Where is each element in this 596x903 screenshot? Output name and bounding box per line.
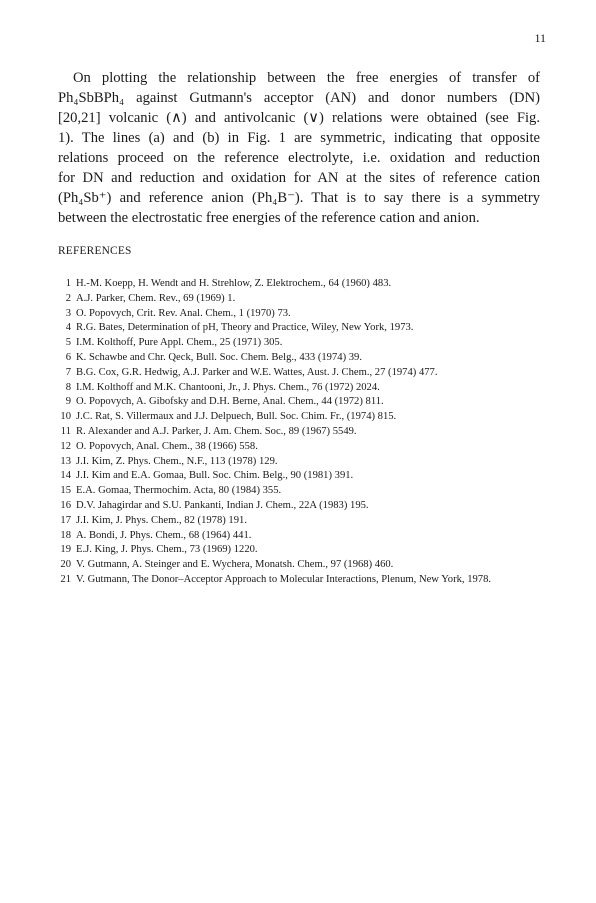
reference-number: 6 — [65, 351, 71, 363]
reference-item — [58, 455, 542, 470]
paragraph-line: [20,21] volcanic (∧) and antivolcanic (∨) relations were obtained (see Fig. — [58, 110, 540, 126]
reference-number: 17 — [60, 514, 71, 526]
reference-number: 11 — [60, 425, 71, 437]
reference-text: R. Alexander and A.J. Parker, J. Am. Chem. Soc., 89 (1967) 5549. — [76, 425, 357, 437]
reference-text: R.G. Bates, Determination of pH, Theory and Practice, Wiley, New York, 1973. — [76, 322, 414, 334]
reference-item — [58, 543, 542, 558]
reference-text: E.A. Gomaa, Thermochim. Acta, 80 (1984) 355. — [76, 485, 282, 497]
reference-item — [58, 440, 542, 455]
reference-text: K. Schawbe and Chr. Qeck, Bull. Soc. Chem. Belg., 433 (1974) 39. — [76, 351, 362, 363]
body-paragraph — [58, 68, 540, 228]
reference-text: A.J. Parker, Chem. Rev., 69 (1969) 1. — [76, 292, 236, 304]
reference-text: B.G. Cox, G.R. Hedwig, A.J. Parker and W.E. Wattes, Aust. J. Chem., 27 (1974) 477. — [76, 366, 438, 378]
reference-text: O. Popovych, A. Gibofsky and D.H. Berne, Anal. Chem., 44 (1972) 811. — [76, 396, 384, 408]
reference-text: V. Gutmann, A. Steinger and E. Wychera, Monatsh. Chem., 97 (1968) 460. — [76, 559, 394, 571]
reference-text: H.-M. Koepp, H. Wendt and H. Strehlow, Z. Elektrochem., 64 (1960) 483. — [76, 278, 392, 289]
reference-item — [58, 484, 542, 499]
reference-item — [58, 514, 542, 529]
reference-item — [58, 410, 542, 425]
reference-number: 14 — [60, 470, 71, 482]
reference-list — [58, 277, 542, 588]
reference-number: 12 — [60, 440, 71, 452]
reference-number: 18 — [60, 529, 71, 541]
reference-item — [58, 336, 542, 351]
reference-item — [58, 529, 542, 544]
reference-item — [58, 277, 542, 292]
reference-item — [58, 469, 542, 484]
reference-number: 19 — [60, 544, 71, 556]
reference-item — [58, 292, 542, 307]
reference-item — [58, 321, 542, 336]
reference-text: V. Gutmann, The Donor–Acceptor Approach to Molecular Interactions, Plenum, New York, 1978. — [76, 573, 492, 585]
reference-text: J.I. Kim and E.A. Gomaa, Bull. Soc. Chim. Belg., 90 (1981) 391. — [76, 470, 354, 482]
paragraph-line: relations proceed on the reference electrolyte, i.e. oxidation and reduction — [58, 150, 540, 166]
reference-text: A. Bondi, J. Phys. Chem., 68 (1964) 441. — [76, 529, 252, 541]
reference-number: 7 — [65, 366, 71, 378]
reference-text: J.I. Kim, Z. Phys. Chem., N.F., 113 (1978) 129. — [76, 455, 278, 467]
reference-text: J.C. Rat, S. Villermaux and J.J. Delpuech, Bull. Soc. Chim. Fr., (1974) 815. — [76, 411, 397, 423]
reference-item — [58, 366, 542, 381]
reference-number: 2 — [65, 292, 71, 304]
reference-number: 3 — [65, 307, 71, 319]
reference-item — [58, 351, 542, 366]
reference-number: 1 — [65, 278, 71, 289]
paragraph-line: (Ph₄Sb⁺) and reference anion (Ph₄B⁻). That is to say there is a symmetry — [58, 190, 540, 206]
reference-item — [58, 558, 542, 573]
reference-text: O. Popovych, Crit. Rev. Anal. Chem., 1 (1970) 73. — [76, 307, 291, 319]
reference-number: 15 — [60, 485, 71, 497]
reference-number: 4 — [65, 322, 71, 334]
reference-text: E.J. King, J. Phys. Chem., 73 (1969) 1220. — [76, 544, 258, 556]
reference-item — [58, 573, 542, 588]
reference-item — [58, 425, 542, 440]
reference-text: I.M. Kolthoff, Pure Appl. Chem., 25 (1971) 305. — [76, 337, 283, 349]
reference-item — [58, 395, 542, 410]
paragraph-line: On plotting the relationship between the free energies of transfer of — [73, 70, 540, 86]
reference-number: 9 — [65, 396, 71, 408]
reference-text: I.M. Kolthoff and M.K. Chantooni, Jr., J. Phys. Chem., 76 (1972) 2024. — [76, 381, 380, 393]
reference-number: 21 — [60, 573, 71, 585]
reference-number: 20 — [60, 559, 71, 571]
paragraph-line: between the electrostatic free energies of the reference cation and anion. — [58, 210, 480, 226]
reference-text: O. Popovych, Anal. Chem., 38 (1966) 558. — [76, 440, 258, 452]
reference-number: 13 — [60, 455, 71, 467]
reference-item — [58, 381, 542, 396]
reference-text: D.V. Jahagirdar and S.U. Pankanti, Indian J. Chem., 22A (1983) 195. — [76, 499, 369, 511]
paragraph-line: 1). The lines (a) and (b) in Fig. 1 are symmetric, indicating that opposite — [58, 130, 540, 146]
paragraph-line: for DN and reduction and oxidation for AN at the sites of reference cation — [58, 170, 540, 186]
paragraph-line: Ph₄SbBPh₄ against Gutmann's acceptor (AN) and donor numbers (DN) — [58, 90, 540, 106]
page-number: 11 — [534, 31, 546, 45]
reference-number: 16 — [60, 499, 71, 511]
references-heading: REFERENCES — [58, 245, 132, 257]
reference-text: J.I. Kim, J. Phys. Chem., 82 (1978) 191. — [76, 514, 247, 526]
reference-number: 8 — [65, 381, 71, 393]
reference-item — [58, 499, 542, 514]
reference-number: 5 — [65, 337, 71, 349]
reference-number: 10 — [60, 411, 71, 423]
reference-item — [58, 307, 542, 322]
